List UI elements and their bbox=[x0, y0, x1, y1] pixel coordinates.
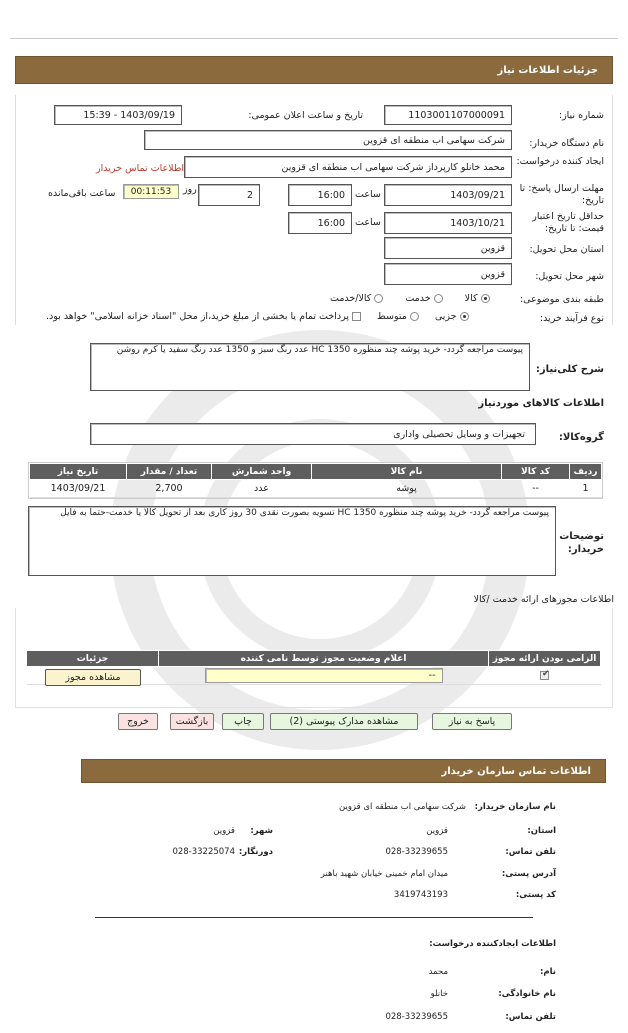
proc-partial-option[interactable]: جزیی bbox=[435, 311, 469, 322]
col-qty: تعداد / مقدار bbox=[127, 464, 212, 480]
category-options bbox=[330, 293, 490, 304]
contact-postal-label: کد پستی: bbox=[515, 890, 556, 900]
radio-icon[interactable] bbox=[434, 294, 443, 303]
deadline-time-field: 16:00 bbox=[288, 184, 352, 206]
cat-goods-service-option[interactable]: کالا/خدمت bbox=[330, 293, 383, 304]
process-options bbox=[46, 311, 469, 322]
col-name: نام کالا bbox=[312, 464, 502, 480]
validity-time-label: ساعت bbox=[355, 217, 381, 228]
checkbox-icon: ✔ bbox=[542, 669, 550, 679]
contact-postal: 3419743193 bbox=[393, 890, 448, 900]
days-label: روز bbox=[183, 184, 197, 195]
creator-family-label: نام خانوادگی: bbox=[498, 989, 556, 999]
contact-fax: 028-33225074 bbox=[172, 847, 235, 857]
view-attachments-button[interactable]: مشاهده مدارک پیوستی (2) bbox=[270, 713, 418, 730]
city-label: شهر محل تحویل: bbox=[535, 271, 604, 282]
contact-city-label: شهر: bbox=[250, 826, 273, 836]
goods-group-field: تجهیزات و وسایل تحصیلی واداری bbox=[90, 423, 536, 445]
need-number-label: شماره نیاز: bbox=[558, 110, 604, 121]
col-date: تاریخ نیاز bbox=[30, 464, 127, 480]
proc-medium-option[interactable]: متوسط bbox=[377, 311, 419, 322]
permits-title: اطلاعات مجوزهای ارائه خدمت /کالا bbox=[473, 594, 614, 605]
treasury-option[interactable]: پرداخت تمام یا بخشی از مبلغ خرید،از محل "اسناد خزانه اسلامی" خواهد بود. bbox=[46, 311, 361, 322]
col-code: کد کالا bbox=[502, 464, 570, 480]
summary-field: پیوست مراجعه گردد- خرید پوشه چند منظوره 1350 HC عدد رنگ سبز و 1350 عدد رنگ سفید یا کرم روشن bbox=[90, 343, 530, 391]
contact-header bbox=[81, 759, 606, 783]
need-number-field: 1103001107000091 bbox=[384, 105, 512, 125]
cell-unit: عدد bbox=[212, 480, 312, 498]
col-status: اعلام وضعیت مجوز توسط نامی کننده bbox=[159, 651, 489, 667]
col-unit: واحد شمارش bbox=[212, 464, 312, 480]
radio-icon[interactable] bbox=[481, 294, 490, 303]
goods-table bbox=[28, 462, 603, 499]
reply-button[interactable]: پاسخ به نیاز bbox=[432, 713, 512, 730]
exit-button[interactable]: خروج bbox=[118, 713, 158, 730]
print-button[interactable]: چاپ bbox=[222, 713, 264, 730]
col-row: ردیف bbox=[570, 464, 602, 480]
cell-code: -- bbox=[502, 480, 570, 498]
validity-date-field: 1403/10/21 bbox=[384, 212, 512, 234]
cat-service-option[interactable]: خدمت bbox=[405, 293, 442, 304]
deadline-label: مهلت ارسال پاسخ: تا تاریخ: bbox=[519, 183, 604, 206]
province-label: استان محل تحویل: bbox=[529, 244, 604, 255]
deadline-time-label: ساعت bbox=[355, 189, 381, 200]
checkbox-icon[interactable] bbox=[352, 312, 361, 321]
buyer-org-label: نام دستگاه خریدار: bbox=[529, 138, 604, 149]
buyer-contact-link[interactable]: اطلاعات تماس خریدار bbox=[96, 163, 185, 174]
contact-address: میدان امام خمینی خیابان شهید باهنر bbox=[320, 869, 448, 879]
goods-group-label: گروه‌کالا: bbox=[558, 432, 604, 443]
province-field: قزوین bbox=[384, 237, 512, 259]
cell-qty: 2,700 bbox=[127, 480, 212, 498]
contact-phone-label: تلفن تماس: bbox=[505, 847, 556, 857]
cell-date: 1403/09/21 bbox=[30, 480, 127, 498]
creator-family: خانلو bbox=[430, 989, 448, 999]
buyer-notes-field: پیوست مراجعه گردد- خرید پوشه چند منظوره 1350 HC تسویه بصورت نقدی 30 روز کاری بعد از تحویل کالا یا خدمت-حتما به فایل bbox=[28, 506, 556, 576]
top-divider bbox=[10, 38, 618, 39]
contact-divider bbox=[95, 917, 533, 918]
col-details: جزئیات bbox=[27, 651, 159, 667]
contact-province: قزوین bbox=[426, 826, 448, 836]
cat-goods-option[interactable]: کالا bbox=[465, 293, 490, 304]
contact-fax-label: دورنگار: bbox=[238, 847, 273, 857]
contact-province-label: استان: bbox=[527, 826, 556, 836]
buyer-notes-label: توضیحات خریدار: bbox=[559, 531, 604, 555]
validity-label: حداقل تاریخ اعتبار قیمت: تا تاریخ: bbox=[532, 211, 604, 234]
deadline-date-field: 1403/09/21 bbox=[384, 184, 512, 206]
creator-label: ایجاد کننده درخواست: bbox=[516, 156, 604, 167]
page-title: جزئیات اطلاعات نیاز bbox=[497, 64, 598, 76]
back-button[interactable]: بازگشت bbox=[170, 713, 214, 730]
cell-status: -- bbox=[159, 667, 489, 685]
contact-org: شرکت سهامی اب منطقه ای قزوین bbox=[338, 802, 466, 812]
cell-name: پوشه bbox=[312, 480, 502, 498]
days-field: 2 bbox=[198, 184, 260, 206]
goods-table-header bbox=[30, 464, 602, 480]
page-header bbox=[15, 56, 613, 84]
remaining-time-field: 00:11:53 bbox=[123, 184, 179, 199]
creator-phone: 028-33239655 bbox=[385, 1012, 448, 1022]
col-required: الزامی بودن ارائه مجوز bbox=[489, 651, 601, 667]
process-label: نوع فرآیند خرید: bbox=[539, 313, 604, 324]
creator-info-title: اطلاعات ایجادکننده درخواست: bbox=[429, 939, 556, 949]
cell-row: 1 bbox=[570, 480, 602, 498]
announce-label: تاریخ و ساعت اعلان عمومی: bbox=[248, 110, 363, 121]
validity-time-field: 16:00 bbox=[288, 212, 352, 234]
contact-city: قزوین bbox=[213, 826, 235, 836]
remaining-label: ساعت باقی‌مانده bbox=[48, 188, 116, 199]
announce-field: 1403/09/19 - 15:39 bbox=[54, 105, 182, 125]
creator-name-label: نام: bbox=[539, 967, 556, 977]
creator-name: محمد bbox=[428, 967, 448, 977]
radio-icon[interactable] bbox=[374, 294, 383, 303]
table-row[interactable] bbox=[30, 480, 602, 498]
creator-field: محمد خانلو کارپرداز شرکت سهامی اب منطقه ای قزوین bbox=[184, 156, 512, 178]
buyer-org-field: شرکت سهامی اب منطقه ای قزوین bbox=[144, 130, 512, 150]
creator-phone-label: تلفن تماس: bbox=[505, 1012, 556, 1022]
contact-phone: 028-33239655 bbox=[385, 847, 448, 857]
contact-address-label: آدرس پستی: bbox=[501, 869, 556, 879]
contact-title: اطلاعات تماس سازمان خریدار bbox=[441, 765, 591, 777]
view-permit-button[interactable]: مشاهده مجوز bbox=[45, 669, 141, 686]
city-field: قزوین bbox=[384, 263, 512, 285]
summary-label: شرح کلی‌نیاز: bbox=[535, 364, 604, 375]
radio-icon[interactable] bbox=[410, 312, 419, 321]
cell-required bbox=[489, 667, 601, 685]
goods-section-title: اطلاعات کالاهای موردنیاز bbox=[478, 398, 604, 409]
category-label: طبقه بندی موضوعی: bbox=[519, 294, 604, 305]
contact-org-label: نام سازمان خریدار: bbox=[474, 802, 556, 812]
radio-icon[interactable] bbox=[460, 312, 469, 321]
